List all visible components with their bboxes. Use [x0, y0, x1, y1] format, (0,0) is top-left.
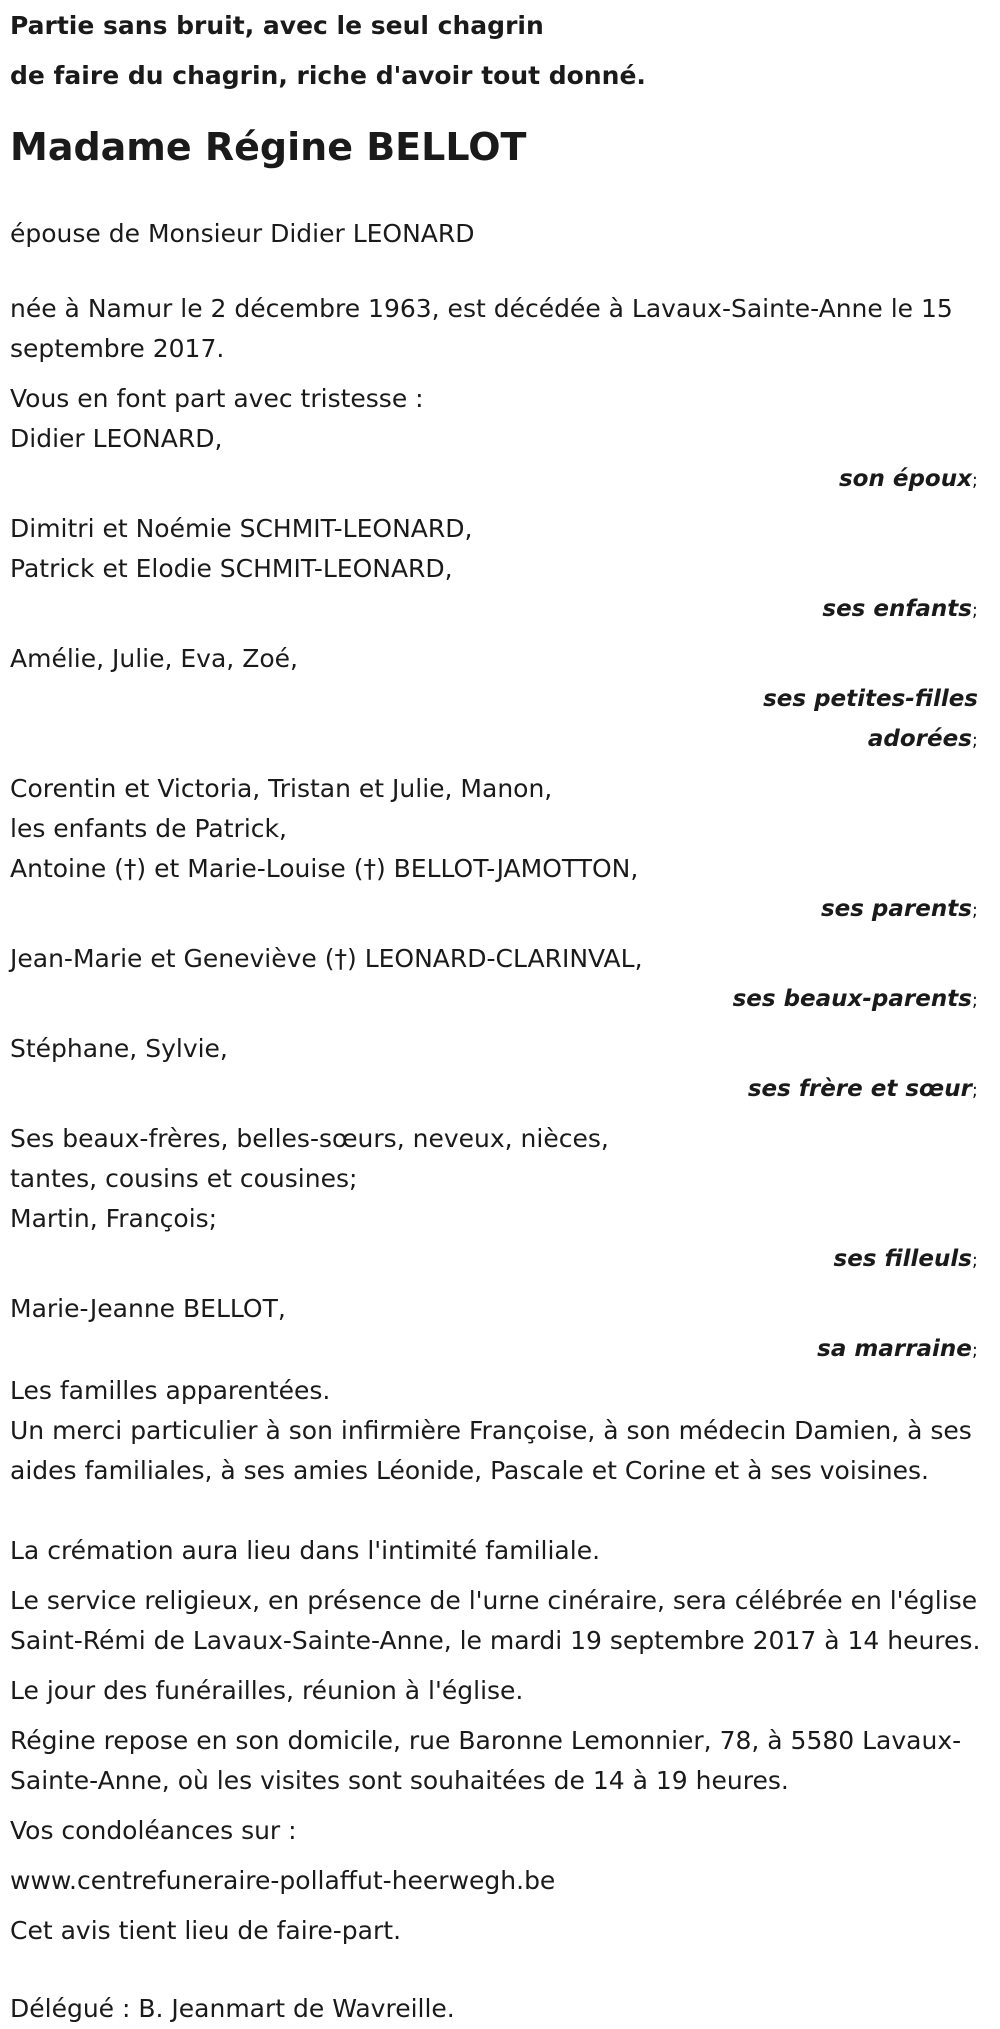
family-role: [10, 1239, 990, 1281]
family-role: [10, 719, 990, 761]
family-line: Stéphane, Sylvie,: [10, 1034, 228, 1063]
family-group: [10, 639, 990, 761]
family-group: [10, 1029, 990, 1111]
family-line: les enfants de Patrick,: [10, 814, 287, 843]
condolences-label: Vos condoléances sur :: [10, 1816, 297, 1845]
delegate-line: Délégué : B. Jeanmart de Wavreille.: [10, 1994, 455, 2023]
family-line: Martin, François;: [10, 1204, 218, 1233]
family-line: Ses beaux-frères, belles-sœurs, neveux, nièces,: [10, 1124, 609, 1153]
family-line: Marie-Jeanne BELLOT,: [10, 1294, 286, 1323]
thanks-paragraph: Un merci particulier à son infirmière Françoise, à son médecin Damien, à ses aides familiales, à ses amies Léonide, Pascale et Corine et à ses voisines.: [10, 1416, 972, 1485]
family-line: Jean-Marie et Geneviève (†) LEONARD-CLARINVAL,: [10, 944, 643, 973]
role-suffix: ;: [971, 600, 978, 621]
family-group: [10, 509, 990, 631]
verse-line-2: de faire du chagrin, riche d'avoir tout donné.: [10, 61, 646, 90]
role-suffix: ;: [971, 900, 978, 921]
family-group: [10, 939, 990, 1021]
role-suffix: ;: [971, 1340, 978, 1361]
role-label: adorées: [867, 726, 972, 752]
condolences-url: www.centrefuneraire-pollaffut-heerwegh.be: [10, 1866, 556, 1895]
role-label: sa marraine: [817, 1336, 972, 1362]
role-suffix: ;: [971, 1250, 978, 1271]
role-label: ses enfants: [822, 596, 972, 622]
family-role: [10, 889, 990, 931]
role-label: ses petites-filles: [763, 686, 978, 712]
role-label: ses filleuls: [833, 1246, 972, 1272]
family-line: Corentin et Victoria, Tristan et Julie, Manon,: [10, 774, 553, 803]
family-line: tantes, cousins et cousines;: [10, 1164, 358, 1193]
family-role: [10, 1329, 990, 1371]
service-paragraph: Le service religieux, en présence de l'urne cinéraire, sera célébrée en l'église Saint-Rémi de Lavaux-Sainte-Anne, le mardi 19 septembre 2017 à 14 heures.: [10, 1586, 981, 1655]
family-line: Patrick et Elodie SCHMIT-LEONARD,: [10, 554, 453, 583]
spacer: [10, 1491, 990, 1531]
cremation-line: La crémation aura lieu dans l'intimité familiale.: [10, 1536, 601, 1565]
notice-line: Cet avis tient lieu de faire-part.: [10, 1916, 402, 1945]
birth-death-line: née à Namur le 2 décembre 1963, est décédée à Lavaux-Sainte-Anne le 15 septembre 2017.: [10, 294, 953, 363]
family-group: [10, 769, 990, 931]
family-role: [10, 1069, 990, 1111]
family-group: [10, 1119, 990, 1281]
family-group: [10, 1289, 990, 1371]
role-suffix: ;: [971, 1080, 978, 1101]
announcement: Vous en font part avec tristesse :: [10, 384, 424, 413]
deceased-name: Madame Régine BELLOT: [10, 125, 527, 169]
role-label: son époux: [838, 466, 972, 492]
role-label: ses beaux-parents: [732, 986, 972, 1012]
family-list: [10, 419, 990, 1371]
families-related: Les familles apparentées.: [10, 1376, 331, 1405]
role-label: ses frère et sœur: [747, 1076, 972, 1102]
family-line: Didier LEONARD,: [10, 424, 223, 453]
role-suffix: ;: [971, 730, 978, 751]
family-line: Dimitri et Noémie SCHMIT-LEONARD,: [10, 514, 473, 543]
family-role: [10, 979, 990, 1021]
family-role: [10, 589, 990, 631]
role-suffix: ;: [971, 470, 978, 491]
family-group: [10, 419, 990, 501]
verse: [10, 0, 990, 100]
family-role: [10, 459, 990, 501]
family-role: [10, 679, 990, 719]
role-label: ses parents: [820, 896, 972, 922]
family-line: Amélie, Julie, Eva, Zoé,: [10, 644, 298, 673]
role-suffix: ;: [971, 990, 978, 1011]
verse-line-1: Partie sans bruit, avec le seul chagrin: [10, 11, 544, 40]
family-line: Antoine (†) et Marie-Louise (†) BELLOT-JAMOTTON,: [10, 854, 639, 883]
spouse-line: épouse de Monsieur Didier LEONARD: [10, 219, 475, 248]
meeting-line: Le jour des funérailles, réunion à l'église.: [10, 1676, 524, 1705]
rest-paragraph: Régine repose en son domicile, rue Baronne Lemonnier, 78, à 5580 Lavaux-Sainte-Anne, où les visites sont souhaitées de 14 à 19 heures.: [10, 1726, 962, 1795]
